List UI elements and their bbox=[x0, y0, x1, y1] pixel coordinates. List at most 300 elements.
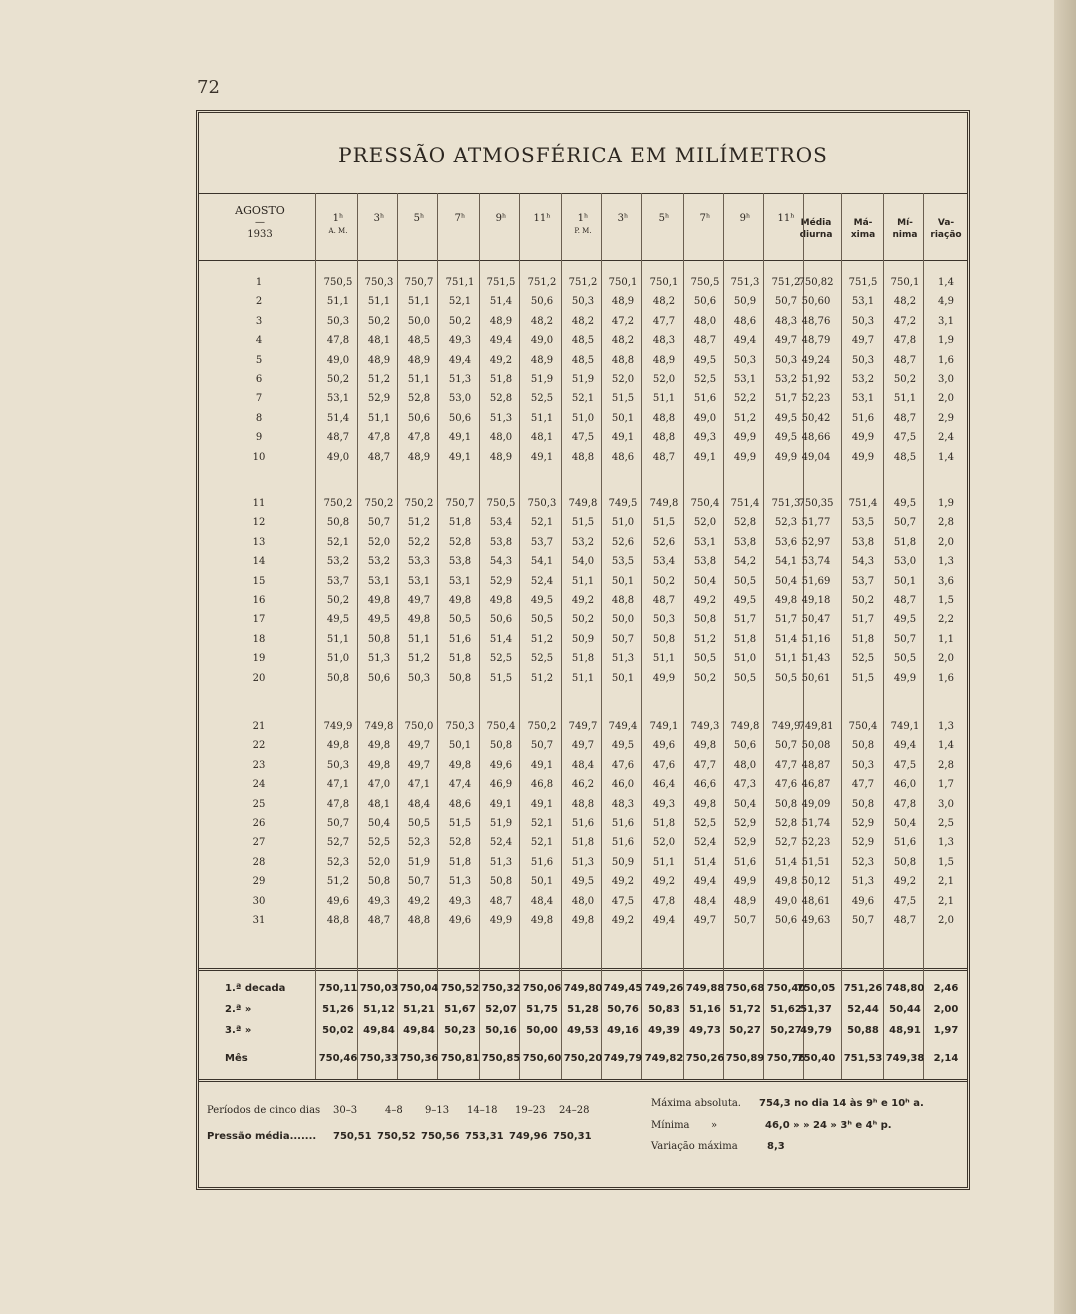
summary-cell: 750,32 bbox=[481, 983, 521, 994]
header-hour-label: 1ʰ bbox=[577, 213, 589, 224]
table-cell: 53,1 bbox=[448, 575, 472, 587]
table-cell: 49,1 bbox=[530, 451, 554, 463]
table-cell: 49,8 bbox=[367, 595, 391, 606]
header-hour bbox=[481, 213, 521, 225]
table-cell: 51,1 bbox=[774, 653, 798, 665]
summary-cell: 50,83 bbox=[648, 1004, 680, 1015]
table-cell: 48,2 bbox=[530, 315, 554, 327]
summary-cell: 750,20 bbox=[563, 1053, 603, 1064]
table-cell: 751,4 bbox=[730, 498, 760, 509]
table-cell: 48,9 bbox=[407, 354, 431, 366]
table-cell: 50,3 bbox=[851, 354, 875, 366]
table-cell: 51,9 bbox=[571, 374, 595, 385]
table-cell: 48,5 bbox=[407, 335, 431, 347]
day-number: 16 bbox=[252, 595, 266, 606]
table-cell: 749,4 bbox=[608, 721, 638, 732]
table-cell: 51,4 bbox=[326, 412, 350, 424]
table-cell: 750,1 bbox=[649, 277, 679, 288]
table-cell: 49,5 bbox=[774, 412, 798, 424]
table-cell: 48,7 bbox=[652, 595, 676, 606]
table-cell: 53,1 bbox=[693, 536, 717, 548]
table-cell: 51,1 bbox=[530, 412, 554, 424]
table-cell: 52,0 bbox=[652, 374, 676, 385]
table-cell: 51,8 bbox=[448, 517, 472, 529]
table-cell: 49,9 bbox=[893, 672, 917, 684]
table-cell: 53,8 bbox=[693, 556, 717, 568]
table-cell: 52,8 bbox=[448, 837, 472, 849]
table-cell: 749,7 bbox=[568, 721, 598, 732]
table-cell: 50,3 bbox=[733, 354, 757, 366]
table-cell: 751,5 bbox=[486, 277, 516, 288]
table-cell: 51,9 bbox=[530, 374, 554, 385]
day-number: 15 bbox=[252, 575, 266, 587]
table-cell: 53,74 bbox=[801, 556, 831, 568]
table-cell: 50,5 bbox=[733, 575, 757, 587]
table-cell: 49,8 bbox=[530, 915, 554, 926]
summary-cell: 749,45 bbox=[603, 983, 643, 994]
table-cell: 52,8 bbox=[448, 536, 472, 548]
table-cell: 50,1 bbox=[611, 412, 635, 424]
table-cell: 48,8 bbox=[571, 798, 595, 810]
table-cell: 50,47 bbox=[801, 614, 831, 626]
table-cell: 51,2 bbox=[407, 653, 431, 665]
table-cell: 49,9 bbox=[851, 451, 875, 463]
table-cell: 49,7 bbox=[571, 740, 595, 752]
table-cell: 2,0 bbox=[938, 653, 954, 665]
summary-cell: 51,28 bbox=[567, 1004, 599, 1015]
table-cell: 750,3 bbox=[445, 721, 475, 732]
table-cell: 750,2 bbox=[404, 498, 434, 509]
header-variacao: Va- riação bbox=[930, 218, 962, 240]
table-cell: 49,7 bbox=[407, 740, 431, 752]
summary-cell: 750,52 bbox=[440, 983, 480, 994]
table-cell: 48,6 bbox=[733, 315, 757, 327]
table-cell: 51,8 bbox=[448, 856, 472, 868]
table-cell: 50,5 bbox=[448, 614, 472, 626]
summary-cell: 48,91 bbox=[889, 1025, 921, 1036]
table-cell: 50,3 bbox=[326, 315, 350, 327]
table-cell: 52,1 bbox=[530, 837, 554, 849]
table-cell: 2,8 bbox=[938, 759, 954, 771]
day-number: 2 bbox=[255, 296, 263, 308]
table-cell: 51,4 bbox=[489, 633, 513, 645]
table-cell: 51,6 bbox=[571, 818, 595, 829]
table-cell: 51,0 bbox=[326, 653, 350, 665]
table-cell: 51,2 bbox=[530, 633, 554, 645]
table-cell: 53,3 bbox=[407, 556, 431, 568]
table-cell: 52,1 bbox=[448, 296, 472, 308]
table-cell: 52,3 bbox=[774, 517, 798, 529]
table-cell: 54,2 bbox=[733, 556, 757, 568]
table-cell: 48,0 bbox=[693, 315, 717, 327]
table-cell: 49,5 bbox=[530, 595, 554, 606]
table-cell: 50,2 bbox=[326, 374, 350, 385]
table-cell: 49,5 bbox=[893, 614, 917, 626]
table-cell: 49,2 bbox=[652, 876, 676, 888]
footer-rule bbox=[199, 1079, 967, 1082]
table-cell: 51,2 bbox=[326, 876, 350, 888]
table-cell: 49,4 bbox=[489, 335, 513, 347]
table-cell: 50,7 bbox=[326, 818, 350, 829]
table-cell: 47,8 bbox=[326, 798, 350, 810]
header-hour-label: 7ʰ bbox=[454, 213, 466, 224]
table-cell: 48,1 bbox=[530, 432, 554, 444]
table-cell: 50,12 bbox=[801, 876, 831, 888]
summary-cell: 49,84 bbox=[403, 1025, 435, 1036]
table-cell: 52,97 bbox=[801, 536, 831, 548]
table-cell: 48,4 bbox=[693, 895, 717, 907]
table-cell: 52,8 bbox=[774, 818, 798, 829]
table-cell: 50,9 bbox=[611, 856, 635, 868]
table-cell: 51,1 bbox=[326, 633, 350, 645]
summary-cell: 50,00 bbox=[526, 1025, 558, 1036]
table-cell: 2,0 bbox=[938, 915, 954, 926]
table-cell: 50,4 bbox=[693, 575, 717, 587]
table-cell: 749,5 bbox=[608, 498, 638, 509]
table-cell: 51,7 bbox=[733, 614, 757, 626]
table-cell: 49,9 bbox=[851, 432, 875, 444]
table-cell: 49,2 bbox=[611, 915, 635, 926]
day-number: 28 bbox=[252, 856, 266, 868]
table-cell: 50,6 bbox=[693, 296, 717, 308]
table-cell: 1,5 bbox=[938, 856, 954, 868]
table-cell: 49,4 bbox=[733, 335, 757, 347]
table-cell: 3,0 bbox=[938, 374, 954, 385]
summary-cell: 751,26 bbox=[843, 983, 883, 994]
table-cell: 53,0 bbox=[893, 556, 917, 568]
table-cell: 49,9 bbox=[733, 432, 757, 444]
table-cell: 50,4 bbox=[367, 818, 391, 829]
table-cell: 46,2 bbox=[571, 779, 595, 791]
table-cell: 51,6 bbox=[448, 633, 472, 645]
header-hour-label: 11ʰ bbox=[777, 213, 795, 224]
table-cell: 47,2 bbox=[893, 315, 917, 327]
table-cell: 48,9 bbox=[530, 354, 554, 366]
day-number: 19 bbox=[252, 653, 266, 665]
day-number: 22 bbox=[252, 740, 266, 752]
table-cell: 2,2 bbox=[938, 614, 954, 626]
header-hour bbox=[685, 213, 725, 225]
table-cell: 750,0 bbox=[404, 721, 434, 732]
summary-cell: 750,89 bbox=[725, 1053, 765, 1064]
table-cell: 48,79 bbox=[801, 335, 831, 347]
table-cell: 49,6 bbox=[326, 895, 350, 907]
table-cell: 50,4 bbox=[733, 798, 757, 810]
header-hour-label: 9ʰ bbox=[739, 213, 751, 224]
table-cell: 51,0 bbox=[611, 517, 635, 529]
summary-cell: 750,68 bbox=[725, 983, 765, 994]
table-cell: 49,7 bbox=[774, 335, 798, 347]
table-cell: 47,0 bbox=[367, 779, 391, 791]
table-cell: 51,6 bbox=[893, 837, 917, 849]
table-cell: 50,1 bbox=[611, 575, 635, 587]
min-abs-value: 46,0 » » 24 » 3ʰ e 4ʰ p. bbox=[765, 1120, 892, 1131]
table-cell: 49,2 bbox=[489, 354, 513, 366]
day-number: 12 bbox=[252, 517, 266, 529]
table-cell: 750,7 bbox=[445, 498, 475, 509]
table-cell: 51,3 bbox=[571, 856, 595, 868]
table-cell: 48,3 bbox=[774, 315, 798, 327]
table-cell: 47,8 bbox=[326, 335, 350, 347]
header-hour-label: 9ʰ bbox=[495, 213, 507, 224]
summary-cell: 1,97 bbox=[933, 1025, 959, 1036]
table-cell: 53,1 bbox=[851, 393, 875, 405]
table-cell: 54,1 bbox=[530, 556, 554, 568]
day-number: 13 bbox=[252, 536, 266, 548]
table-cell: 49,1 bbox=[448, 432, 472, 444]
table-cell: 53,5 bbox=[611, 556, 635, 568]
table-cell: 50,5 bbox=[893, 653, 917, 665]
header-media-diurna: Média diurna bbox=[799, 218, 833, 240]
table-cell: 51,1 bbox=[367, 296, 391, 308]
summary-cell: 749,82 bbox=[644, 1053, 684, 1064]
period-pressure: 750,51 bbox=[333, 1131, 372, 1142]
table-cell: 1,3 bbox=[938, 837, 954, 849]
table-cell: 49,8 bbox=[693, 798, 717, 810]
table-cell: 47,7 bbox=[851, 779, 875, 791]
summary-cell: 750,06 bbox=[522, 983, 562, 994]
summary-cell: 51,37 bbox=[800, 1004, 832, 1015]
table-cell: 751,2 bbox=[527, 277, 557, 288]
table-cell: 51,2 bbox=[367, 374, 391, 385]
table-cell: 50,6 bbox=[367, 672, 391, 684]
period-pressure: 749,96 bbox=[509, 1131, 548, 1142]
table-cell: 50,7 bbox=[407, 876, 431, 888]
day-number: 17 bbox=[252, 614, 266, 626]
table-cell: 50,7 bbox=[367, 517, 391, 529]
table-cell: 750,5 bbox=[690, 277, 720, 288]
table-cell: 53,7 bbox=[326, 575, 350, 587]
day-number: 10 bbox=[252, 451, 266, 463]
table-cell: 48,7 bbox=[489, 895, 513, 907]
table-cell: 49,9 bbox=[489, 915, 513, 926]
table-cell: 53,8 bbox=[733, 536, 757, 548]
table-cell: 51,5 bbox=[448, 818, 472, 829]
table-cell: 50,2 bbox=[448, 315, 472, 327]
table-cell: 51,3 bbox=[448, 374, 472, 385]
table-cell: 47,5 bbox=[893, 432, 917, 444]
table-cell: 50,8 bbox=[693, 614, 717, 626]
table-cell: 48,7 bbox=[893, 412, 917, 424]
table-cell: 54,3 bbox=[489, 556, 513, 568]
summary-cell: 51,12 bbox=[363, 1004, 395, 1015]
table-cell: 48,9 bbox=[489, 315, 513, 327]
table-cell: 51,4 bbox=[774, 633, 798, 645]
table-cell: 51,6 bbox=[733, 856, 757, 868]
table-cell: 49,1 bbox=[693, 451, 717, 463]
table-cell: 51,4 bbox=[489, 296, 513, 308]
table-cell: 51,2 bbox=[530, 672, 554, 684]
table-cell: 50,3 bbox=[407, 672, 431, 684]
table-cell: 49,0 bbox=[774, 895, 798, 907]
day-number: 5 bbox=[255, 354, 263, 366]
table-cell: 49,6 bbox=[652, 740, 676, 752]
day-number: 25 bbox=[252, 798, 266, 810]
table-cell: 52,2 bbox=[407, 536, 431, 548]
table-cell: 50,61 bbox=[801, 672, 831, 684]
max-abs-label: Máxima absoluta. bbox=[651, 1098, 741, 1109]
day-number: 20 bbox=[252, 672, 266, 684]
table-cell: 52,3 bbox=[851, 856, 875, 868]
table-cell: 47,7 bbox=[693, 759, 717, 771]
table-cell: 49,8 bbox=[693, 740, 717, 752]
table-cell: 47,6 bbox=[611, 759, 635, 771]
table-cell: 52,23 bbox=[801, 393, 831, 405]
table-cell: 51,4 bbox=[693, 856, 717, 868]
day-number: 23 bbox=[252, 759, 266, 771]
min-abs-ditto: » bbox=[711, 1120, 718, 1131]
table-cell: 51,3 bbox=[851, 876, 875, 888]
table-cell: 48,9 bbox=[733, 895, 757, 907]
table-cell: 52,6 bbox=[652, 536, 676, 548]
table-cell: 48,8 bbox=[571, 451, 595, 463]
table-cell: 49,1 bbox=[448, 451, 472, 463]
table-cell: 51,3 bbox=[489, 856, 513, 868]
summary-cell: 750,11 bbox=[318, 983, 358, 994]
table-cell: 749,9 bbox=[323, 721, 353, 732]
header-hour bbox=[603, 213, 643, 225]
table-cell: 49,5 bbox=[893, 498, 917, 509]
table-cell: 48,4 bbox=[530, 895, 554, 907]
table-cell: 52,1 bbox=[530, 818, 554, 829]
day-number: 3 bbox=[255, 315, 263, 327]
table-cell: 53,2 bbox=[571, 536, 595, 548]
day-number: 4 bbox=[255, 335, 263, 347]
table-cell: 749,9 bbox=[771, 721, 801, 732]
table-cell: 52,4 bbox=[489, 837, 513, 849]
summary-cell: 51,75 bbox=[526, 1004, 558, 1015]
summary-cell: 49,53 bbox=[567, 1025, 599, 1036]
table-cell: 53,2 bbox=[367, 556, 391, 568]
day-number: 31 bbox=[252, 915, 266, 926]
table-cell: 51,6 bbox=[851, 412, 875, 424]
table-cell: 52,0 bbox=[652, 837, 676, 849]
table-cell: 52,3 bbox=[407, 837, 431, 849]
table-cell: 751,4 bbox=[848, 498, 878, 509]
table-cell: 49,3 bbox=[367, 895, 391, 907]
table-cell: 50,8 bbox=[851, 798, 875, 810]
table-cell: 750,1 bbox=[890, 277, 920, 288]
summary-cell: 750,46 bbox=[318, 1053, 358, 1064]
summary-cell: 49,39 bbox=[648, 1025, 680, 1036]
table-cell: 50,5 bbox=[774, 672, 798, 684]
table-cell: 48,8 bbox=[407, 915, 431, 926]
table-cell: 52,0 bbox=[367, 536, 391, 548]
header-hour bbox=[318, 213, 358, 237]
day-number: 30 bbox=[252, 895, 266, 907]
table-cell: 751,1 bbox=[445, 277, 475, 288]
table-cell: 750,35 bbox=[798, 498, 834, 509]
table-cell: 48,2 bbox=[571, 315, 595, 327]
table-cell: 46,6 bbox=[693, 779, 717, 791]
period-pressure: 750,52 bbox=[377, 1131, 416, 1142]
table-cell: 49,5 bbox=[367, 614, 391, 626]
table-cell: 52,5 bbox=[489, 653, 513, 665]
table-cell: 749,8 bbox=[364, 721, 394, 732]
table-cell: 51,7 bbox=[774, 614, 798, 626]
table-cell: 50,5 bbox=[407, 818, 431, 829]
table-cell: 49,9 bbox=[733, 876, 757, 888]
table-cell: 49,7 bbox=[407, 759, 431, 771]
table-cell: 48,2 bbox=[893, 296, 917, 308]
table-cell: 50,7 bbox=[733, 915, 757, 926]
table-cell: 48,7 bbox=[367, 451, 391, 463]
table-cell: 53,2 bbox=[774, 374, 798, 385]
table-cell: 51,3 bbox=[611, 653, 635, 665]
summary-cell: 750,60 bbox=[522, 1053, 562, 1064]
table-cell: 51,8 bbox=[733, 633, 757, 645]
table-cell: 750,7 bbox=[404, 277, 434, 288]
table-cell: 50,6 bbox=[774, 915, 798, 926]
table-cell: 52,1 bbox=[571, 393, 595, 405]
table-cell: 50,2 bbox=[693, 672, 717, 684]
table-cell: 53,4 bbox=[652, 556, 676, 568]
table-cell: 48,3 bbox=[652, 335, 676, 347]
table-cell: 52,6 bbox=[611, 536, 635, 548]
table-cell: 49,4 bbox=[652, 915, 676, 926]
summary-cell: 750,04 bbox=[399, 983, 439, 994]
summary-cell: 750,76 bbox=[766, 1053, 806, 1064]
header-hour-label: 1ʰ bbox=[332, 213, 344, 224]
table-cell: 49,4 bbox=[448, 354, 472, 366]
table-cell: 48,7 bbox=[367, 915, 391, 926]
table-cell: 50,42 bbox=[801, 412, 831, 424]
table-cell: 49,0 bbox=[326, 451, 350, 463]
table-cell: 50,8 bbox=[489, 876, 513, 888]
table-cell: 2,0 bbox=[938, 393, 954, 405]
period-range: 14–18 bbox=[467, 1105, 498, 1116]
summary-cell: 2,14 bbox=[933, 1053, 959, 1064]
table-cell: 49,2 bbox=[407, 895, 431, 907]
table-cell: 49,5 bbox=[733, 595, 757, 606]
table-cell: 53,2 bbox=[326, 556, 350, 568]
table-cell: 51,6 bbox=[611, 818, 635, 829]
table-cell: 50,7 bbox=[893, 517, 917, 529]
table-cell: 47,5 bbox=[571, 432, 595, 444]
table-cell: 47,1 bbox=[326, 779, 350, 791]
table-title: PRESSÃO ATMOSFÉRICA EM MILÍMETROS bbox=[338, 143, 828, 167]
table-cell: 47,1 bbox=[407, 779, 431, 791]
header-hour-period: A. M. bbox=[328, 227, 348, 235]
table-cell: 50,9 bbox=[571, 633, 595, 645]
table-cell: 49,8 bbox=[571, 915, 595, 926]
table-cell: 50,8 bbox=[326, 517, 350, 529]
summary-cell: 50,02 bbox=[322, 1025, 354, 1036]
table-cell: 51,8 bbox=[489, 374, 513, 385]
table-cell: 49,09 bbox=[801, 798, 831, 810]
table-cell: 51,1 bbox=[652, 393, 676, 405]
table-cell: 48,7 bbox=[693, 335, 717, 347]
table-cell: 47,8 bbox=[652, 895, 676, 907]
table-cell: 52,0 bbox=[693, 517, 717, 529]
period-pressure: 753,31 bbox=[465, 1131, 504, 1142]
table-cell: 54,0 bbox=[571, 556, 595, 568]
table-cell: 54,3 bbox=[851, 556, 875, 568]
summary-cell: 49,73 bbox=[689, 1025, 721, 1036]
table-cell: 50,2 bbox=[326, 595, 350, 606]
table-cell: 49,8 bbox=[407, 614, 431, 626]
table-cell: 49,1 bbox=[489, 798, 513, 810]
table-cell: 50,3 bbox=[571, 296, 595, 308]
header-hour-period: P. M. bbox=[574, 227, 592, 235]
table-cell: 48,9 bbox=[652, 354, 676, 366]
table-cell: 48,9 bbox=[407, 451, 431, 463]
table-cell: 3,0 bbox=[938, 798, 954, 810]
table-cell: 48,0 bbox=[571, 895, 595, 907]
header-hour bbox=[644, 213, 684, 225]
table-cell: 50,3 bbox=[652, 614, 676, 626]
table-cell: 48,6 bbox=[448, 798, 472, 810]
